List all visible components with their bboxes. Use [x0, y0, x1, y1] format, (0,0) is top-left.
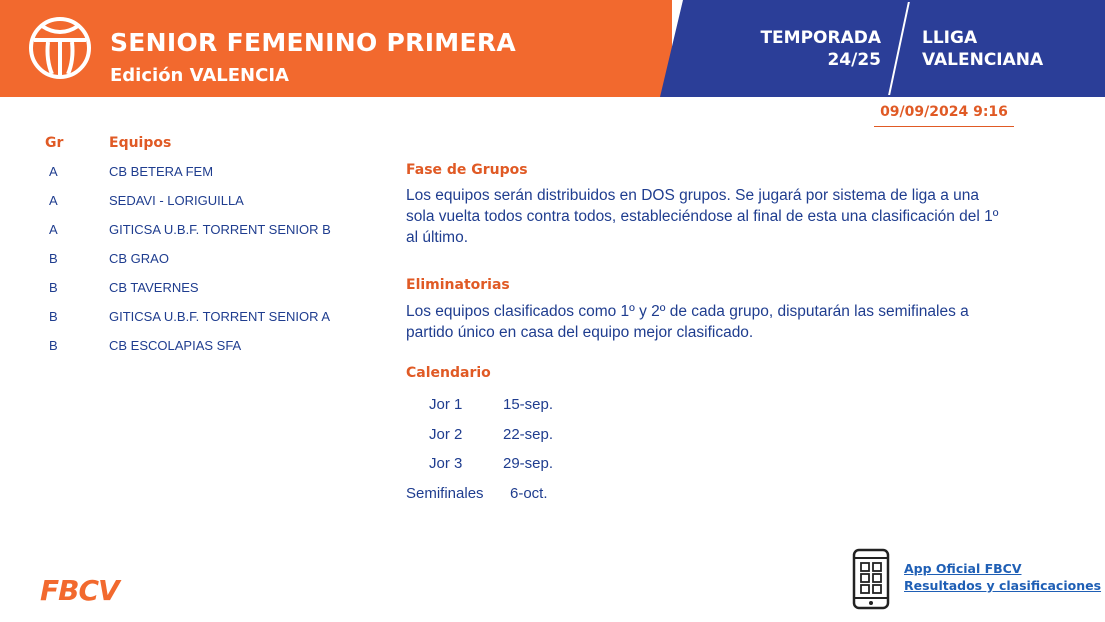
playoffs-title: Eliminatorias	[406, 277, 510, 293]
basketball-logo-icon	[28, 16, 92, 80]
playoffs-text: Los equipos clasificados como 1º y 2º de cada grupo, disputarán las semifinales a partido único en casa del equipo mejor clasificado.	[406, 303, 969, 341]
calendar-title: Calendario	[406, 365, 491, 381]
calendar-date: 29-sep.	[503, 455, 554, 472]
row-team: SEDAVI - LORIGUILLA	[109, 193, 244, 208]
col-header-group: Gr	[45, 135, 64, 151]
app-link-subtitle[interactable]: Resultados y clasificaciones	[904, 578, 1102, 593]
smartphone-icon	[852, 548, 890, 610]
timestamp: 09/09/2024 9:16	[874, 104, 1014, 127]
season-line1: TEMPORADA	[760, 28, 881, 48]
league-line1: LLIGA	[922, 28, 978, 48]
row-group: B	[49, 338, 58, 353]
calendar-round: Semifinales	[406, 485, 484, 502]
league-line2: VALENCIANA	[922, 50, 1044, 70]
page-title: SENIOR FEMENINO PRIMERA	[110, 28, 517, 57]
row-team: GITICSA U.B.F. TORRENT SENIOR A	[109, 309, 331, 324]
app-link[interactable]: App Oficial FBCV	[904, 561, 1022, 576]
row-team: CB TAVERNES	[109, 280, 199, 295]
page-subtitle: Edición VALENCIA	[110, 65, 289, 86]
row-group: A	[49, 222, 58, 237]
row-team: CB GRAO	[109, 251, 169, 266]
row-team: GITICSA U.B.F. TORRENT SENIOR B	[109, 222, 331, 237]
groups-title: Fase de Grupos	[406, 162, 528, 178]
row-group: B	[49, 309, 58, 324]
calendar-round: Jor 2	[429, 426, 463, 443]
row-team: CB BETERA FEM	[109, 164, 214, 179]
row-group: A	[49, 164, 58, 179]
row-team: CB ESCOLAPIAS SFA	[109, 338, 242, 353]
row-group: B	[49, 280, 58, 295]
col-header-teams: Equipos	[109, 135, 172, 151]
groups-text: Los equipos serán distribuidos en DOS grupos. Se jugará por sistema de liga a una sola vuelta todos contra todos, estableciéndose al final de esta una clasificación del 1º al último.	[406, 187, 999, 246]
calendar-round: Jor 1	[429, 396, 463, 413]
calendar-date: 15-sep.	[503, 396, 554, 413]
calendar-date: 22-sep.	[503, 426, 554, 443]
row-group: A	[49, 193, 58, 208]
calendar-round: Jor 3	[429, 455, 463, 472]
fbcv-logo: FBCV	[40, 574, 119, 607]
season-line2: 24/25	[827, 50, 881, 70]
season-label	[760, 27, 881, 71]
league-label	[922, 27, 1043, 71]
calendar-date: 6-oct.	[510, 485, 548, 502]
row-group: B	[49, 251, 58, 266]
